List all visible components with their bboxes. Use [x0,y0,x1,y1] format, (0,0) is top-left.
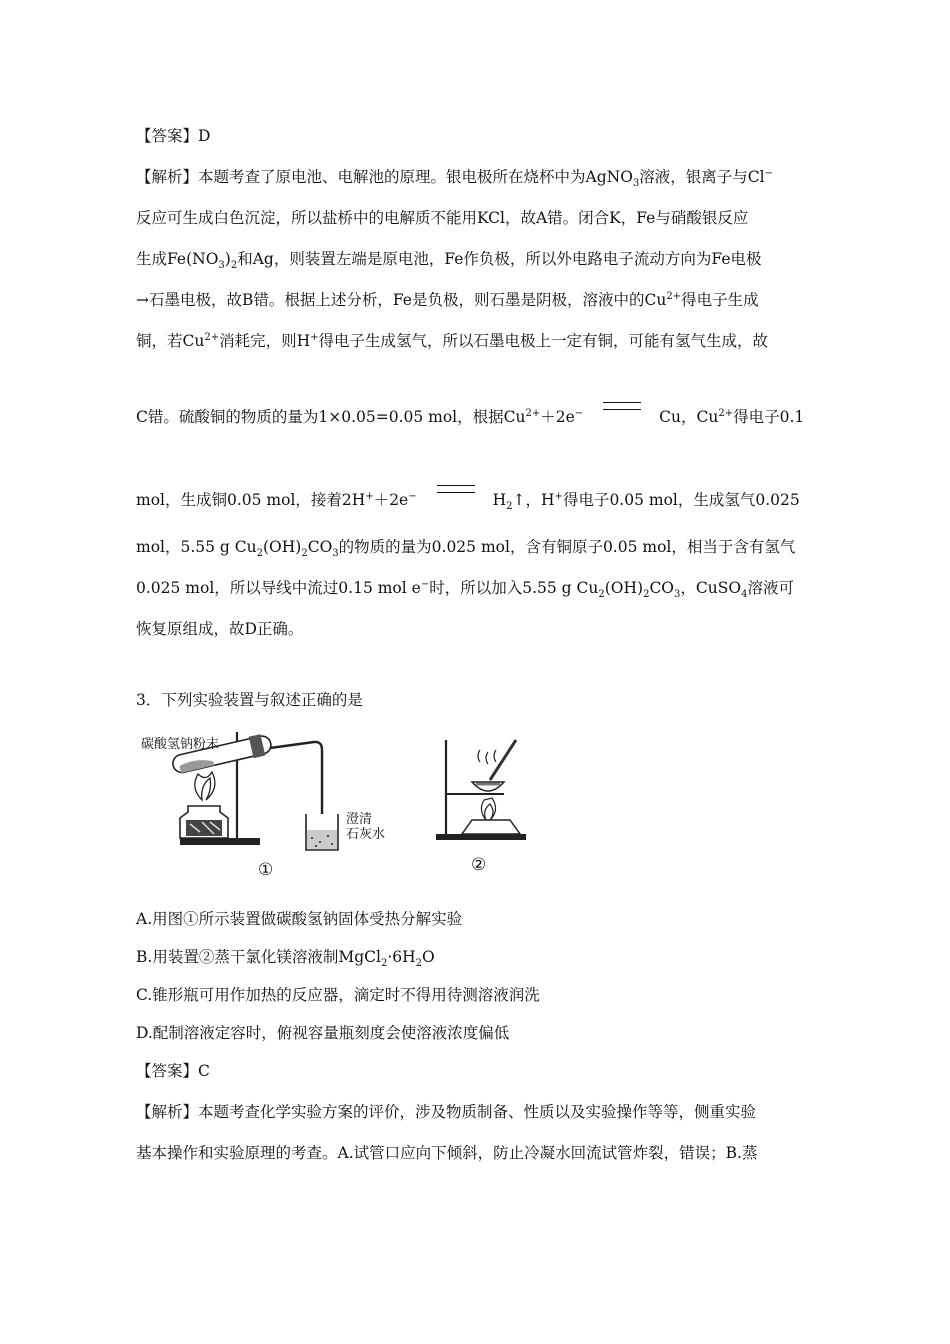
figure-caption-1: ① [258,860,274,880]
analysis-line-6: C错。硫酸铜的物质的量为1×0.05=0.05 mol，根据$Cu^{2+}+2e^-$ Cu，$Cu^{2+}$得电子0.1 [136,402,804,427]
analysis-line-1: 【解析】本题考查了原电池、电解池的原理。银电极所在烧杯中为AgNO$_3$溶液，银离子与Cl− [136,167,773,190]
analysis-line-10: 恢复原组成，故D正确。 [136,620,304,638]
analysis-line-9: 0.025 mol，所以导线中流过0.15 mol e−时，所以加入5.55 g $Cu_2(OH)_2CO_3$，CuSO$_4$溶液可 [136,578,794,601]
equilibrium-sign [437,485,475,493]
answer-line [136,126,210,146]
analysis-q3-line-1: 【解析】本题考查化学实验方案的评价，涉及物质制备、性质以及实验操作等等，侧重实验 [136,1103,757,1121]
label-powder: 碳酸氢钠粉末 [141,737,220,752]
option-d: D.配制溶液定容时，俯视容量瓶刻度会使溶液浓度偏低 [136,1024,510,1042]
answer-label: 【答案】 [136,1062,199,1080]
analysis-label: 【解析】 [136,1103,199,1121]
analysis-line-4: →石墨电极，故B错。根据上述分析，Fe是负极，则石墨是阴极，溶液中的$Cu^{2+}$得电子生成 [136,290,759,309]
figure-caption-2: ② [471,855,487,875]
analysis-line-7: mol，生成铜0.05 mol，接着2H+＋2e− $H_2↑$，H+得电子0.05 mol，生成氢气0.025 [136,485,800,510]
option-a: A.用图①所示装置做碳酸氢钠固体受热分解实验 [136,910,463,928]
analysis-line-5: 铜，若$Cu^{2+}$消耗完，则H+得电子生成氢气，所以石墨电极上一定有铜，可能有氢气生成，故 [136,331,769,350]
answer-label: 【答案】 [136,127,199,145]
analysis-line-2: 反应可生成白色沉淀，所以盐桥中的电解质不能用KCl，故A错。闭合K，Fe与硝酸银反应 [136,209,749,227]
question-stem: 3．下列实验装置与叙述正确的是 [136,691,363,709]
answer-line-q3 [136,1061,210,1081]
option-c: C.锥形瓶可用作加热的反应器，滴定时不得用待测溶液润洗 [136,986,540,1004]
stand-base [180,838,260,845]
answer-value: D [198,127,211,145]
analysis-label: 【解析】 [136,168,199,186]
figure-apparatus-2 [430,736,540,846]
label-limewater: 澄清 石灰水 [346,812,386,842]
option-b: B.用装置②蒸干氯化镁溶液制$MgCl_2\cdot 6H_2O$ [136,948,435,970]
answer-value: C [198,1062,210,1080]
analysis-line-8: mol，5.55 g $Cu_2(OH)_2CO_3$的物质的量为0.025 mol，含有铜原子0.05 mol，相当于含有氢气 [136,538,796,560]
analysis-line-3: 生成$Fe(NO_3)_2$和Ag，则装置左端是原电池，Fe作负极，所以外电路电子流动方向为Fe电极 [136,250,762,272]
equilibrium-sign [603,402,641,410]
analysis-q3-line-2: 基本操作和实验原理的考查。A.试管口应向下倾斜，防止冷凝水回流试管炸裂，错误；B.蒸 [136,1144,758,1162]
